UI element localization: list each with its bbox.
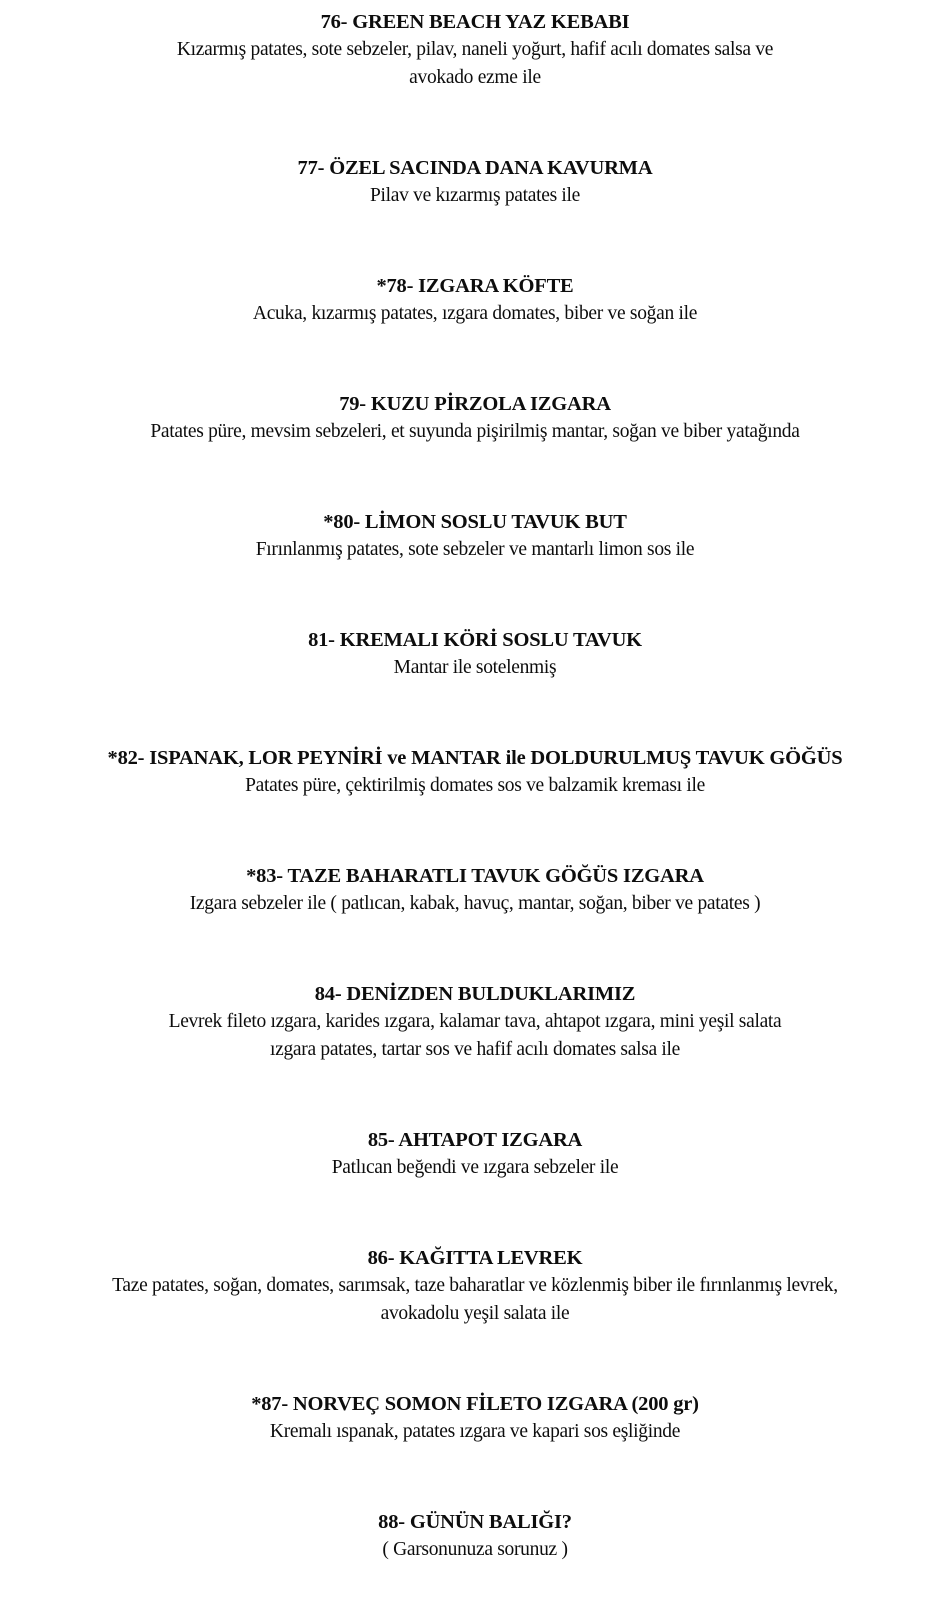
menu-item-description-line: Kremalı ıspanak, patates ızgara ve kapari sos eşliğinde bbox=[269, 1421, 681, 1442]
menu-item-description-line: ızgara patates, tartar sos ve hafif acılı domates salsa ile bbox=[269, 1039, 681, 1060]
menu-item-title: *82- ISPANAK, LOR PEYNİRİ ve MANTAR ile DOLDURULMUŞ TAVUK GÖĞÜS bbox=[107, 747, 843, 769]
menu-item-description-line: avokado ezme ile bbox=[409, 67, 541, 88]
menu-item-description-line: avokadolu yeşil salata ile bbox=[380, 1303, 570, 1324]
menu-item bbox=[8, 272, 942, 328]
menu-item bbox=[8, 508, 942, 564]
menu-item bbox=[8, 1508, 942, 1564]
menu-item-title: 84- DENİZDEN BULDUKLARIMIZ bbox=[314, 983, 636, 1005]
menu-item-description-line: Pilav ve kızarmış patates ile bbox=[369, 185, 581, 206]
menu-item-description-line: Patates püre, mevsim sebzeleri, et suyunda pişirilmiş mantar, soğan ve biber yatağında bbox=[150, 421, 800, 442]
menu-item-title: *87- NORVEÇ SOMON FİLETO IZGARA (200 gr) bbox=[251, 1393, 699, 1415]
menu-item bbox=[8, 626, 942, 682]
menu-item-title: 81- KREMALI KÖRİ SOSLU TAVUK bbox=[308, 629, 642, 651]
menu-item-description-line: Fırınlanmış patates, sote sebzeler ve mantarlı limon sos ile bbox=[255, 539, 695, 560]
menu-item-title: *78- IZGARA KÖFTE bbox=[376, 275, 574, 297]
menu-item-title: 76- GREEN BEACH YAZ KEBABI bbox=[320, 11, 630, 33]
menu-item-title: 77- ÖZEL SACINDA DANA KAVURMA bbox=[297, 157, 653, 179]
menu-item bbox=[8, 1126, 942, 1182]
menu-item-description-line: Izgara sebzeler ile ( patlıcan, kabak, havuç, mantar, soğan, biber ve patates ) bbox=[189, 893, 761, 914]
menu-item-description-line: Mantar ile sotelenmiş bbox=[393, 657, 557, 678]
menu-item-title: 88- GÜNÜN BALIĞI? bbox=[378, 1511, 572, 1533]
menu-item bbox=[8, 862, 942, 918]
menu-item-title: *80- LİMON SOSLU TAVUK BUT bbox=[323, 511, 627, 533]
menu-item bbox=[8, 154, 942, 210]
menu-item-description-line: Taze patates, soğan, domates, sarımsak, taze baharatlar ve közlenmiş biber ile fırınlanmış levrek, bbox=[112, 1275, 838, 1296]
menu-item-description-line: Kızarmış patates, sote sebzeler, pilav, naneli yoğurt, hafif acılı domates salsa ve bbox=[176, 39, 774, 60]
menu-item-title: 79- KUZU PİRZOLA IZGARA bbox=[339, 393, 611, 415]
menu-item-description-line: Patlıcan beğendi ve ızgara sebzeler ile bbox=[331, 1157, 619, 1178]
menu-item-description-line: Acuka, kızarmış patates, ızgara domates, biber ve soğan ile bbox=[252, 303, 698, 324]
menu-item bbox=[8, 1390, 942, 1446]
menu-item bbox=[8, 390, 942, 446]
menu-item bbox=[8, 1244, 942, 1328]
menu-item-description-line: Levrek fileto ızgara, karides ızgara, kalamar tava, ahtapot ızgara, mini yeşil salata bbox=[168, 1011, 782, 1032]
menu-item bbox=[8, 980, 942, 1064]
menu-item-title: 85- AHTAPOT IZGARA bbox=[367, 1129, 583, 1151]
menu-item bbox=[8, 8, 942, 92]
menu-item-title: *83- TAZE BAHARATLI TAVUK GÖĞÜS IZGARA bbox=[246, 865, 704, 887]
menu-item-title: 86- KAĞITTA LEVREK bbox=[367, 1247, 583, 1269]
menu-item-description-line: ( Garsonunuza sorunuz ) bbox=[382, 1539, 568, 1560]
menu-item-description-line: Patates püre, çektirilmiş domates sos ve balzamik kreması ile bbox=[245, 775, 705, 796]
menu-item bbox=[8, 744, 942, 800]
